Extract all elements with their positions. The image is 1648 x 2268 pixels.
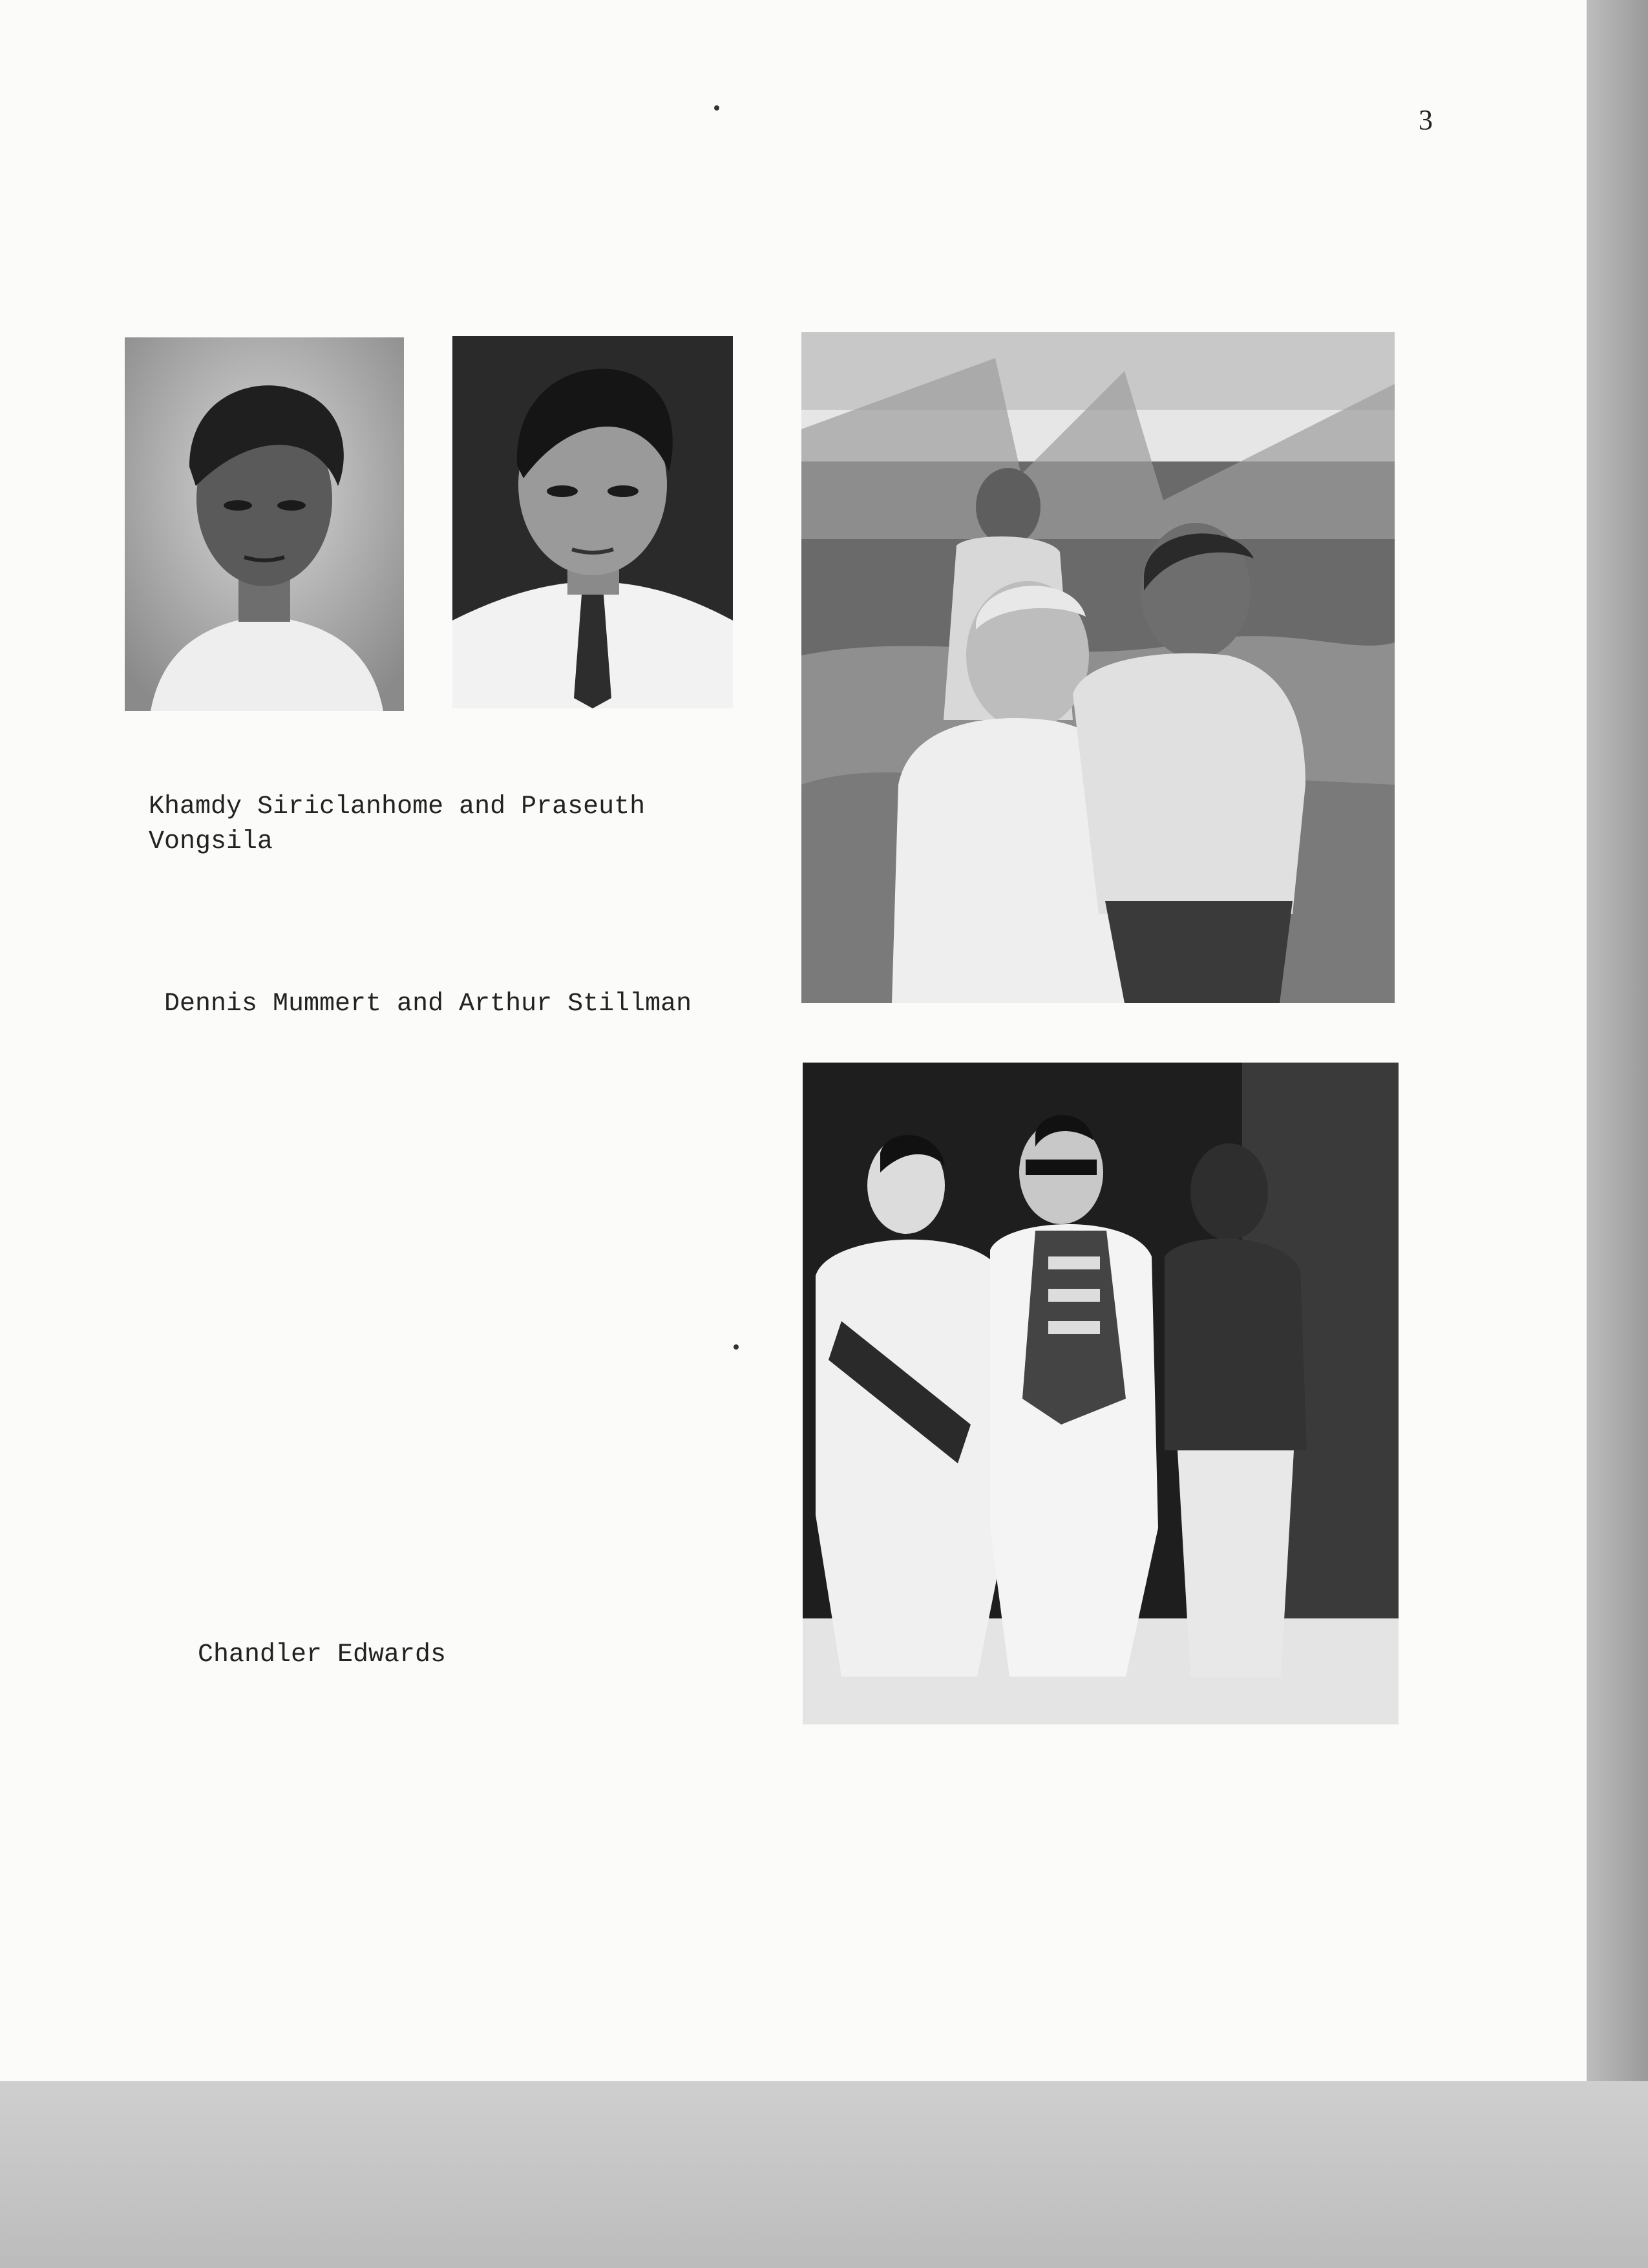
portrait-photo-1	[125, 337, 404, 711]
outdoor-group-caption: Dennis Mummert and Arthur Stillman	[164, 990, 692, 1019]
costume-group-photo	[803, 1063, 1399, 1724]
paper-speck	[734, 1344, 739, 1350]
portraits-caption: Khamdy Siriclanhome and Praseuth Vongsila	[149, 792, 646, 856]
costume-group-caption: Chandler Edwards	[198, 1640, 447, 1669]
portrait-photo-2	[452, 336, 733, 708]
page-number: 3	[1419, 104, 1433, 136]
page-edge-shadow	[1587, 0, 1648, 2268]
scanner-bed	[0, 2081, 1648, 2268]
paper-speck	[714, 105, 719, 111]
outdoor-group-photo	[801, 332, 1395, 1003]
